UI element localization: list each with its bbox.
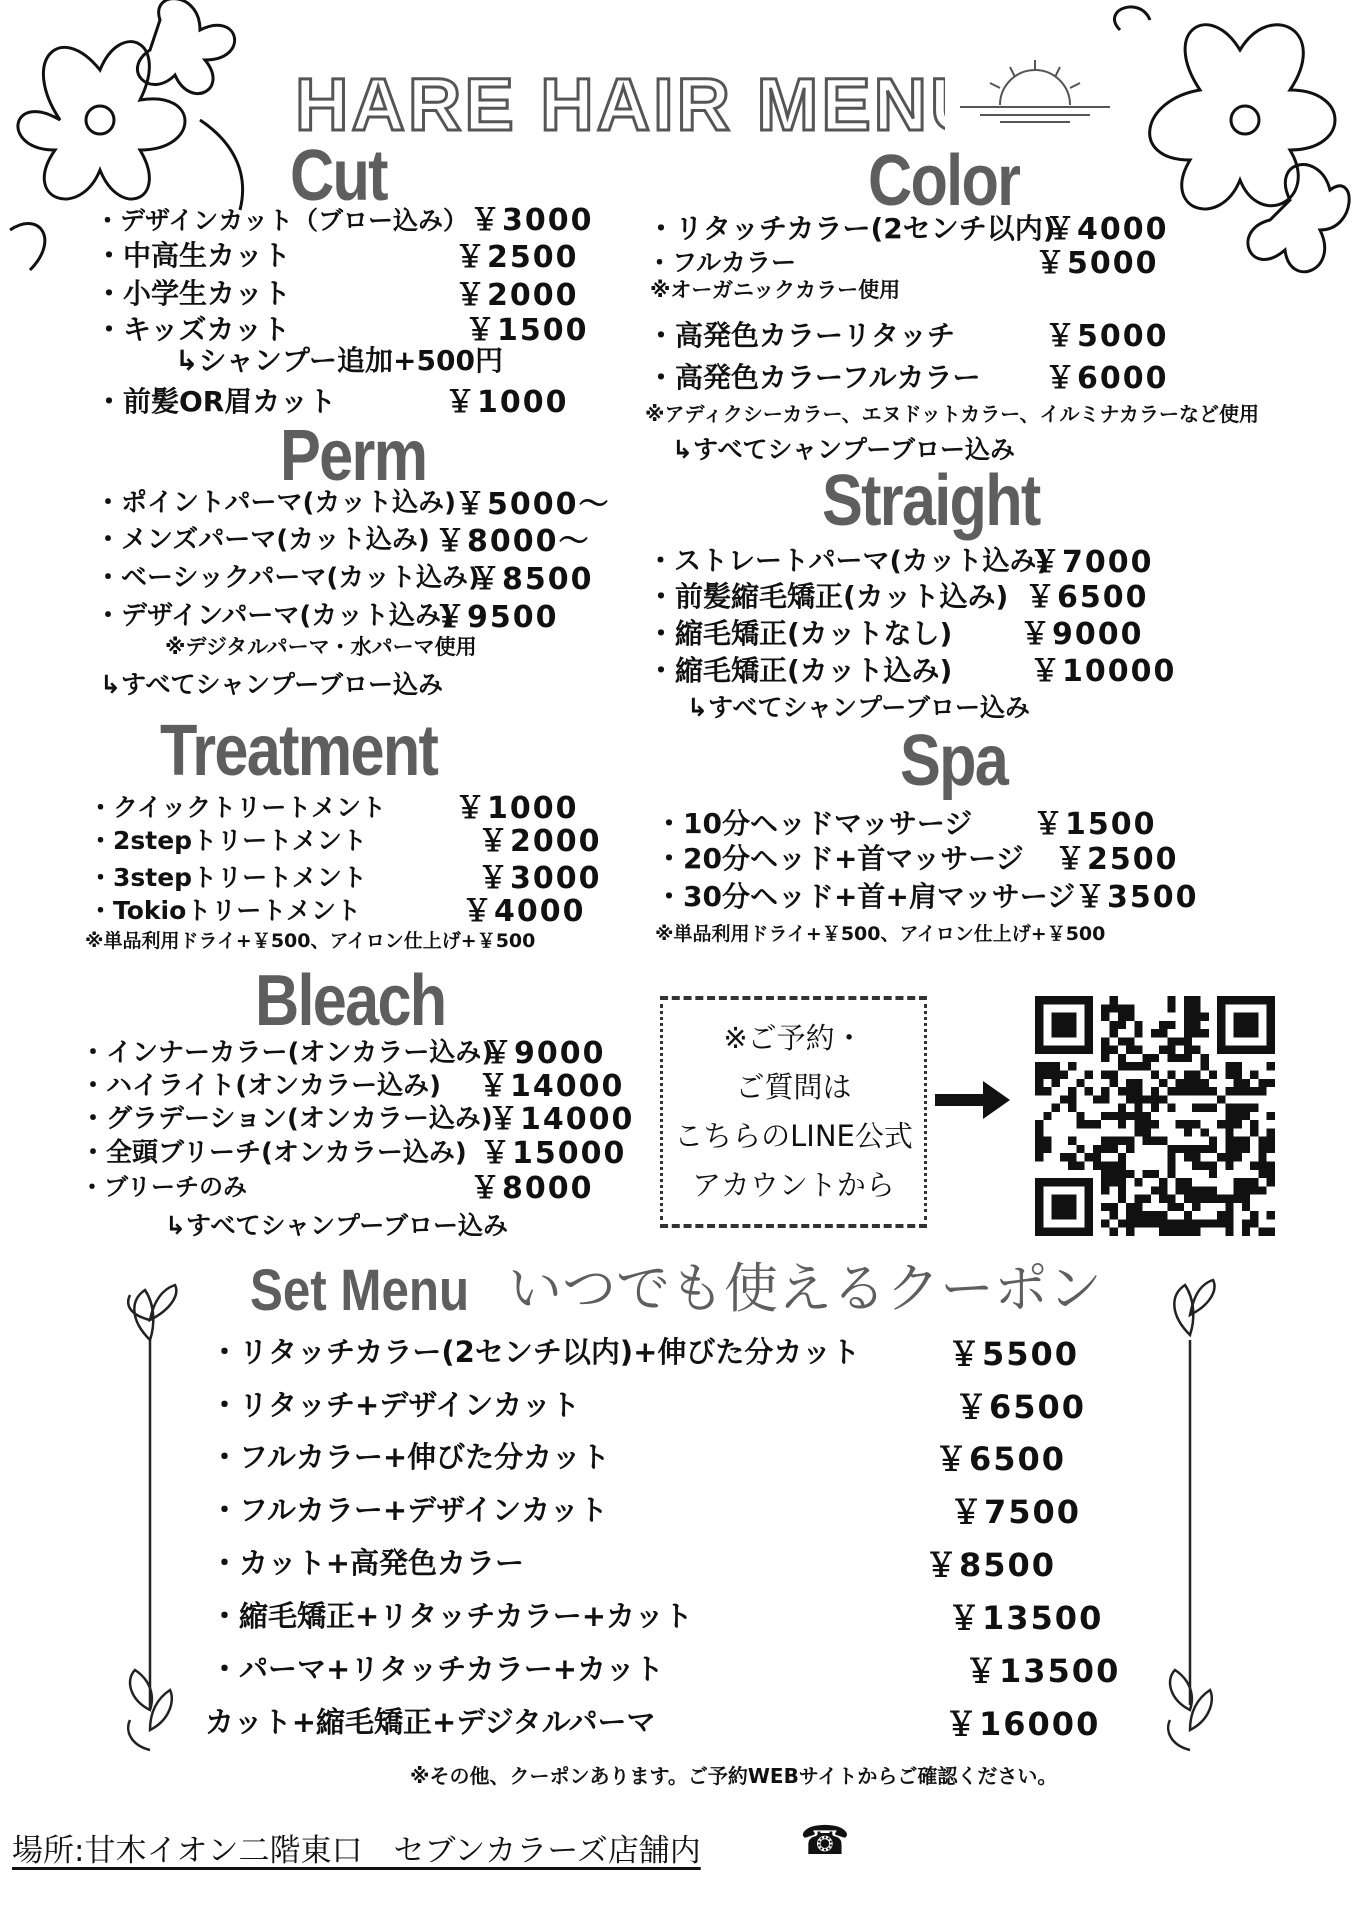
bleach-item-name: ・グラデーション(オンカラー込み) — [80, 1104, 493, 1134]
set-menu-item-name: ・カット+高発色カラー — [210, 1546, 525, 1580]
bleach-item-name: ・全頭ブリーチ(オンカラー込み) — [80, 1138, 467, 1168]
straight-item-name: ・縮毛矯正(カット込み) — [647, 654, 953, 687]
set-menu-subtitle: いつでも使えるクーポン — [508, 1257, 1102, 1320]
bleach-item-price: ￥15000 — [480, 1136, 627, 1171]
set-menu-item-price: ￥13500 — [948, 1599, 1104, 1637]
cut-item-name: ・小学生カット — [95, 277, 291, 310]
cut-item-price: ￥3000 — [470, 203, 594, 238]
reservation-box — [660, 996, 927, 1228]
color-item-name: ・高発色カラーフルカラー — [647, 361, 981, 394]
coupon-note: ※その他、クーポンあります。ご予約WEBサイトからご確認ください。 — [410, 1764, 1058, 1788]
perm-item-name: ・ベーシックパーマ(カット込み) — [95, 563, 480, 593]
set-menu-item-name: ・リタッチカラー(2センチ以内)+伸びた分カット — [210, 1335, 861, 1369]
cut-item-name: ・前髪OR眉カット — [95, 385, 337, 418]
bleach-item-price: ￥8000 — [470, 1171, 594, 1206]
color-item-name: ・フルカラー — [647, 248, 797, 277]
cut-item-price: ￥1500 — [465, 313, 589, 348]
treatment-item-name: ・Tokioトリートメント — [88, 896, 362, 925]
set-menu-item-price: ￥7500 — [950, 1493, 1082, 1531]
cut-shampoo-addon: ↳シャンプー追加+500円 — [175, 344, 503, 377]
straight-item-price: ￥7000 — [1030, 545, 1154, 580]
cut-item-name: ・デザインカット（ブロー込み） — [95, 206, 469, 235]
laurel-decoration-right — [1150, 1275, 1220, 1765]
color-item-name: ・リタッチカラー(2センチ以内) — [647, 212, 1056, 245]
line-qr-code[interactable] — [1035, 996, 1275, 1236]
spa-option-note: ※単品利用ドライ+￥500、アイロン仕上げ+￥500 — [655, 923, 1106, 945]
cut-item-name: ・中高生カット — [95, 239, 291, 272]
cut-item-price: ￥2000 — [455, 278, 579, 313]
spa-item-price: ￥3500 — [1075, 880, 1199, 915]
cut-item-price: ￥2500 — [455, 240, 579, 275]
set-menu-item-price: ￥8500 — [925, 1546, 1057, 1584]
color-item-name: ・高発色カラーリタッチ — [647, 319, 956, 352]
straight-shampoo-note: ↳すべてシャンプーブロー込み — [687, 693, 1030, 722]
color-shampoo-note: ↳すべてシャンプーブロー込み — [672, 435, 1015, 464]
set-menu-item-price: ￥6500 — [955, 1388, 1087, 1426]
treatment-heading: Treatment — [160, 711, 438, 791]
bleach-item-name: ・ハイライト(オンカラー込み) — [80, 1071, 441, 1101]
perm-item-price: ￥5000〜 — [455, 487, 611, 522]
set-menu-item-name: ・パーマ+リタッチカラー+カット — [210, 1652, 664, 1686]
bleach-item-price: ￥9000 — [482, 1036, 606, 1071]
straight-item-name: ・ストレートパーマ(カット込み) — [647, 546, 1049, 577]
spa-item-name: ・10分ヘッドマッサージ — [655, 807, 973, 840]
treatment-item-name: ・2stepトリートメント — [88, 826, 367, 855]
treatment-item-price: ￥1000 — [455, 791, 579, 826]
color-heading: Color — [868, 141, 1020, 221]
spa-heading: Spa — [900, 721, 1008, 801]
treatment-item-price: ￥2000 — [478, 824, 602, 859]
spa-item-price: ￥1500 — [1033, 807, 1157, 842]
phone-icon[interactable]: ☎ — [800, 1818, 850, 1864]
set-menu-item-name: カット+縮毛矯正+デジタルパーマ — [205, 1705, 656, 1739]
set-menu-item-price: ￥5500 — [948, 1335, 1080, 1373]
menu-title — [295, 58, 945, 148]
set-menu-heading: Set Menu — [250, 1258, 470, 1323]
set-menu-item-price: ￥13500 — [965, 1652, 1121, 1690]
color-item-price: ￥6000 — [1045, 361, 1169, 396]
treatment-item-price: ￥4000 — [462, 894, 586, 929]
color-item-price: ￥5000 — [1035, 246, 1159, 281]
reservation-text — [660, 1014, 927, 1210]
cut-heading: Cut — [290, 136, 387, 216]
treatment-item-price: ￥3000 — [478, 861, 602, 896]
perm-type-note: ※デジタルパーマ・水パーマ使用 — [165, 635, 477, 659]
laurel-decoration-left — [125, 1280, 195, 1760]
reservation-line: ※ご予約・ — [723, 1021, 864, 1055]
set-menu-item-price: ￥16000 — [945, 1705, 1101, 1743]
menu-title-text: HARE HAIR MENU — [295, 63, 945, 146]
treatment-item-name: ・3stepトリートメント — [88, 863, 367, 892]
perm-item-name: ・ポイントパーマ(カット込み) — [95, 488, 456, 518]
bleach-item-name: ・ブリーチのみ — [80, 1173, 248, 1201]
set-menu-item-name: ・フルカラー+デザインカット — [210, 1493, 608, 1527]
perm-item-price: ￥8000〜 — [435, 524, 591, 559]
perm-item-name: ・デザインパーマ(カット込み) — [95, 601, 453, 631]
bleach-shampoo-note: ↳すべてシャンプーブロー込み — [165, 1211, 508, 1240]
bleach-item-price: ￥14000 — [488, 1102, 635, 1137]
cut-item-price: ￥1000 — [445, 385, 569, 420]
color-brand-note: ※アディクシーカラー、エヌドットカラー、イルミナカラーなど使用 — [645, 402, 1260, 426]
arrow-right-icon — [935, 1077, 1010, 1123]
straight-item-price: ￥10000 — [1030, 654, 1177, 689]
perm-item-price: ￥9500 — [435, 600, 559, 635]
set-menu-item-name: ・リタッチ+デザインカット — [210, 1388, 580, 1422]
color-item-price: ￥4000 — [1045, 212, 1169, 247]
bleach-heading: Bleach — [255, 961, 446, 1041]
reservation-line: アカウントから — [692, 1168, 895, 1202]
perm-item-price: ￥8500 — [470, 562, 594, 597]
spa-item-name: ・30分ヘッド+首+肩マッサージ — [655, 880, 1076, 913]
spa-item-price: ￥2500 — [1055, 842, 1179, 877]
reservation-line: こちらのLINE公式 — [674, 1119, 913, 1153]
bleach-item-price: ￥14000 — [478, 1069, 625, 1104]
reservation-line: ご質問は — [735, 1070, 852, 1104]
flower-decoration-top-left — [0, 0, 280, 280]
perm-heading: Perm — [280, 416, 427, 496]
straight-item-name: ・縮毛矯正(カットなし) — [647, 617, 953, 650]
straight-item-price: ￥9000 — [1020, 617, 1144, 652]
bleach-item-name: ・インナーカラー(オンカラー込み) — [80, 1038, 494, 1068]
set-menu-item-name: ・フルカラー+伸びた分カット — [210, 1440, 610, 1474]
perm-item-name: ・メンズパーマ(カット込み) — [95, 525, 430, 555]
straight-item-name: ・前髪縮毛矯正(カット込み) — [647, 580, 1009, 613]
location-text: 場所:甘木イオン二階東口 セブンカラーズ店舗内 — [12, 1833, 701, 1869]
set-menu-item-name: ・縮毛矯正+リタッチカラー+カット — [210, 1599, 693, 1633]
straight-item-price: ￥6500 — [1025, 580, 1149, 615]
spa-item-name: ・20分ヘッド+首マッサージ — [655, 842, 1024, 875]
cut-item-name: ・キッズカット — [95, 313, 291, 346]
straight-heading: Straight — [822, 461, 1040, 541]
treatment-item-name: ・クイックトリートメント — [88, 793, 387, 822]
set-menu-item-price: ￥6500 — [935, 1440, 1067, 1478]
perm-shampoo-note: ↳すべてシャンプーブロー込み — [100, 670, 443, 699]
color-organic-note: ※オーガニックカラー使用 — [650, 278, 901, 302]
color-item-price: ￥5000 — [1045, 319, 1169, 354]
sun-illustration — [960, 55, 1110, 125]
treatment-option-note: ※単品利用ドライ+￥500、アイロン仕上げ+￥500 — [85, 930, 536, 952]
